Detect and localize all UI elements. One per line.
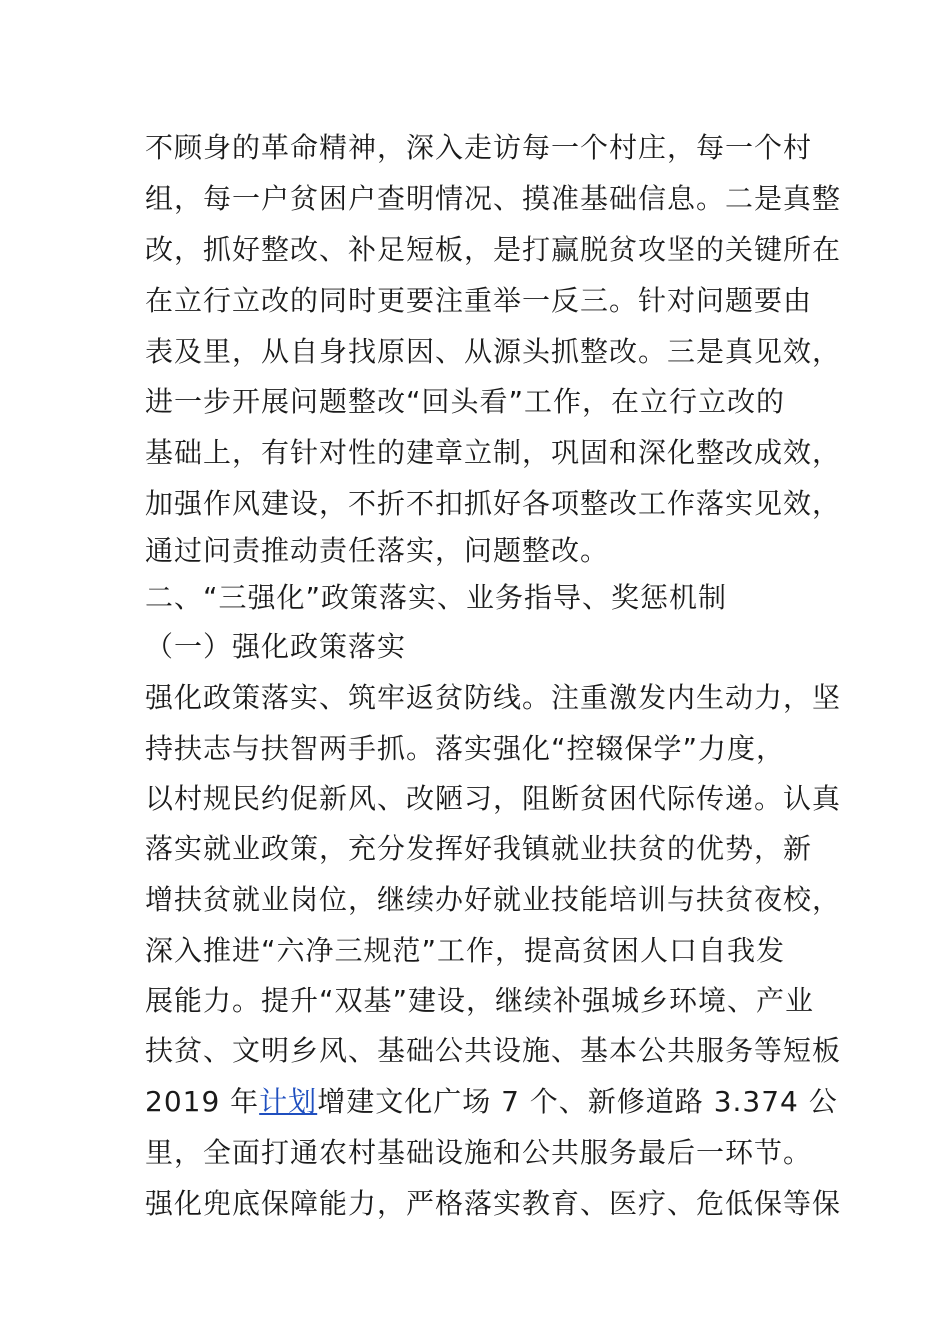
- text-line: 在立行立改的同时更要注重举一反三。针对问题要由: [145, 284, 813, 317]
- text-line: 以村规民约促新风、改陋习，阻断贫困代际传递。认真: [145, 782, 842, 815]
- text-line: 强化兜底保障能力，严格落实教育、医疗、危低保等保: [145, 1187, 842, 1220]
- text-segment: 2019 年: [145, 1085, 260, 1118]
- text-line: 展能力。提升“双基”建设，继续补强城乡环境、产业: [145, 984, 815, 1017]
- text-line: 强化政策落实、筑牢返贫防线。注重激发内生动力，坚: [145, 681, 842, 714]
- text-line: 扶贫、文明乡风、基础公共设施、基本公共服务等短板: [145, 1034, 842, 1067]
- section-heading: 二、“三强化”政策落实、业务指导、奖惩机制: [145, 581, 728, 614]
- text-line: 增扶贫就业岗位，继续办好就业技能培训与扶贫夜校，: [145, 883, 842, 916]
- text-line: 加强作风建设，不折不扣抓好各项整改工作落实见效，: [145, 487, 842, 520]
- text-segment: 增建文化广场 7 个、新修道路 3.374 公: [317, 1085, 838, 1118]
- text-line: 深入推进“六净三规范”工作，提高贫困人口自我发: [145, 934, 786, 967]
- text-line: 不顾身的革命精神，深入走访每一个村庄，每一个村: [145, 131, 813, 164]
- text-line-with-link: [145, 1084, 838, 1120]
- text-line: 持扶志与扶智两手抓。落实强化“控辍保学”力度，: [145, 732, 786, 765]
- text-line: 里，全面打通农村基础设施和公共服务最后一环节。: [145, 1136, 813, 1169]
- plan-link[interactable]: 计划: [259, 1085, 318, 1118]
- text-line: 表及里，从自身找原因、从源头抓整改。三是真见效，: [145, 335, 842, 368]
- text-line: 通过问责推动责任落实，问题整改。: [145, 534, 610, 567]
- subsection-heading: （一）强化政策落实: [145, 630, 407, 663]
- text-line: 组，每一户贫困户查明情况、摸准基础信息。二是真整: [145, 182, 842, 215]
- text-line: 落实就业政策，充分发挥好我镇就业扶贫的优势，新: [145, 832, 813, 865]
- text-line: 进一步开展问题整改“回头看”工作，在立行立改的: [145, 385, 786, 418]
- text-line: 改，抓好整改、补足短板，是打赢脱贫攻坚的关键所在: [145, 233, 842, 266]
- text-line: 基础上，有针对性的建章立制，巩固和深化整改成效，: [145, 436, 842, 469]
